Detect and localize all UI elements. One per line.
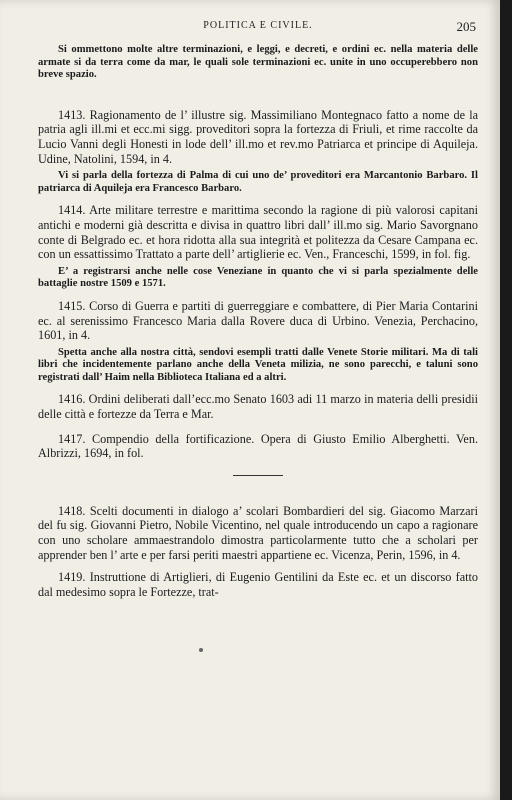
intro-note: Si ommettono molte altre terminazioni, e leggi, e decreti, e ordini ec. nella materia delle armate si da terra come da mar, le quali sole terminazioni ec. unite in uno occuperebbero non breve spazio. bbox=[38, 44, 478, 81]
entry-note-1413: Vi si parla della fortezza di Palma di cui uno de’ proveditori era Marcantonio Barbaro. Il patriarca di Aquileja era Francesco Barbaro. bbox=[38, 170, 478, 194]
catalog-entry-1416: 1416. Ordini deliberati dall’ecc.mo Senato 1603 adi 11 marzo in materia delli presidii delle città e fortezze da Terra e Mar. bbox=[38, 392, 478, 422]
page-body bbox=[38, 44, 478, 599]
entry-note-1415: Spetta anche alla nostra città, sendovi esempli tratti dalle Venete Storie militari. Ma di tali libri che incidentemente parlano anche della Veneta milizia, ne sono parecchi, e taluni sono registrati dall’ Haim nella Biblioteca Italiana ed a altri. bbox=[38, 346, 478, 383]
page-header bbox=[40, 20, 476, 36]
entry-note-1414: E’ a registrarsi anche nelle cose Veneziane in quanto che vi si parla spezialmente delle battaglie nostre 1509 e 1571. bbox=[38, 265, 478, 290]
catalog-entry-1414: 1414. Arte militare terrestre e marittima secondo la ragione di più valorosi capitani antichi e moderni già descritta e divisa in quattro libri dall’ ill.mo sig. Mario Savorgnano conte di Belgrado ec. et hora ridotta alla sua integrità et politezza da Cesare Campana ec. con un essattissimo Trattato a parte dell’ artiglierie ec. Ven., Franceschi, 1599, in fol. fig. bbox=[38, 203, 478, 262]
page-number: 205 bbox=[456, 19, 476, 34]
catalog-entry-1413: 1413. Ragionamento de l’ illustre sig. Massimiliano Montegnaco fatto a nome de la patria agli ill.mi et ecc.mi sigg. proveditori sopra la fortezza di Friuli, et rime raccolte da Lucio Vanni degli Honesti in lode dell’ ill.mo et rev.mo Patriarca et principe di Aquileja. Udine, Natolini, 1594, in 4. bbox=[38, 107, 478, 166]
ink-spot bbox=[199, 648, 203, 652]
catalog-entry-1418: 1418. Scelti documenti in dialogo a’ scolari Bombardieri del sig. Giacomo Marzari del fu sig. Giovanni Pietro, Nobile Vicentino, nel quale introducendo un capo a ragionare con uno scholare ammaestrandolo dimostra particolarmente tutto che a scholari per apprender ben l’ arte e per farsi periti maestri appartiene ec. Vicenza, Perin, 1596, in 4. bbox=[38, 503, 478, 562]
running-title: POLITICA E CIVILE. bbox=[203, 20, 313, 31]
catalog-entry-1419: 1419. Instruttione di Artiglieri, di Eugenio Gentilini da Este ec. et un discorso fatto dal medesimo sopra le Fortezze, trat- bbox=[38, 570, 478, 599]
catalog-entry-1415: 1415. Corso di Guerra e partiti di guerreggiare e combattere, di Pier Maria Contarini ec. al serenissimo Francesco Maria dalla Rovere duca di Urbino. Venezia, Perchacino, 1601, in 4. bbox=[38, 298, 478, 343]
catalog-entry-1417: 1417. Compendio della fortificazione. Opera di Giusto Emilio Alberghetti. Ven. Albrizzi, 1694, in fol. bbox=[38, 431, 478, 461]
